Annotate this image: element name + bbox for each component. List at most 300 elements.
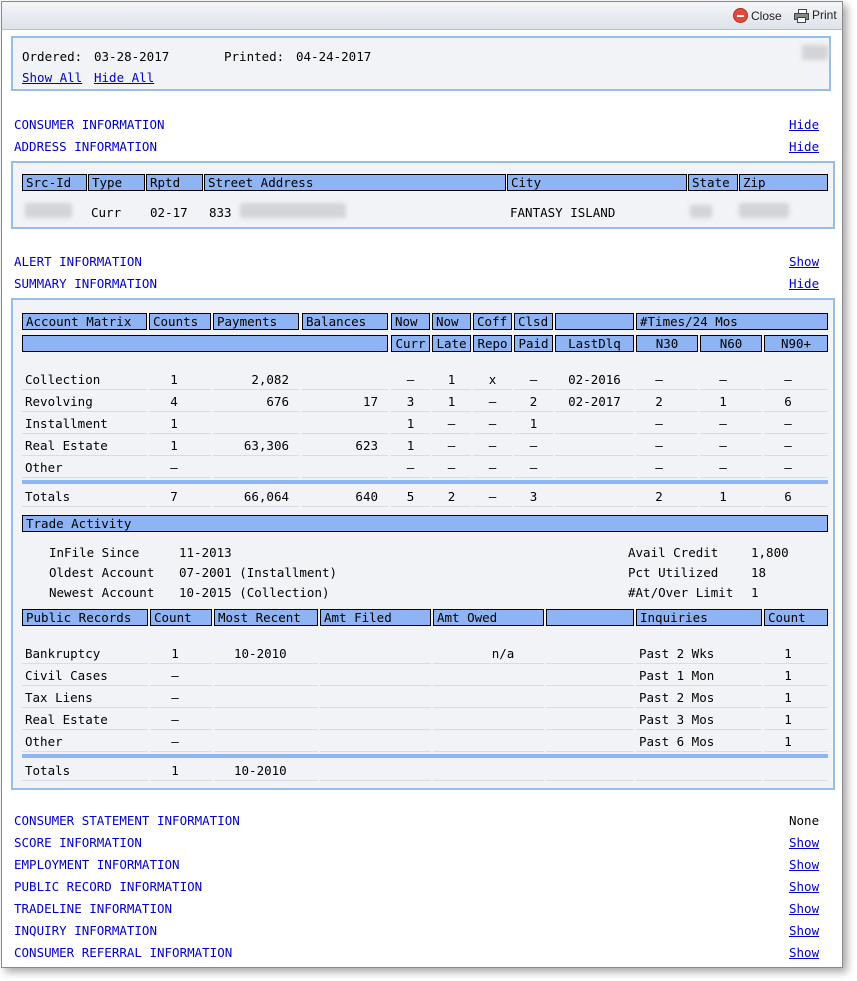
- show-public-record-link[interactable]: Show: [789, 879, 820, 894]
- row-divider: [150, 729, 212, 730]
- header-inquiries: Inquiries: [636, 609, 762, 626]
- row-divider: [700, 433, 762, 434]
- hide-consumer-link[interactable]: Hide: [789, 117, 820, 132]
- row-divider: [214, 751, 318, 752]
- row-divider: [636, 411, 698, 412]
- show-all-link[interactable]: Show All: [22, 70, 83, 85]
- row-divider: [150, 663, 212, 664]
- matrix-cell: 6: [784, 394, 792, 409]
- public-record-cell: Civil Cases: [25, 668, 108, 683]
- row-divider: [433, 685, 544, 686]
- row-divider: [555, 389, 634, 390]
- redacted-src-id: [25, 203, 72, 218]
- row-divider: [149, 455, 211, 456]
- matrix-cell: 1: [170, 438, 178, 453]
- row-divider: [22, 433, 147, 434]
- header-n90: N90+: [764, 335, 828, 352]
- public-record-cell: Tax Liens: [25, 690, 93, 705]
- matrix-cell: 1: [529, 416, 538, 431]
- row-divider: [555, 433, 634, 434]
- public-record-cell: 1: [784, 734, 792, 749]
- public-record-cell: Past 6 Mos: [639, 734, 715, 749]
- row-divider: [22, 685, 148, 686]
- matrix-cell: 1: [406, 416, 415, 431]
- matrix-cell: –: [719, 372, 727, 387]
- address-city: FANTASY ISLAND: [510, 205, 616, 220]
- header-state: State: [688, 174, 738, 191]
- header-paid: Paid: [514, 335, 553, 352]
- show-tradeline-link[interactable]: Show: [789, 901, 820, 916]
- matrix-totals-cell: 2: [655, 489, 663, 504]
- row-divider: [636, 663, 762, 664]
- matrix-cell: –: [529, 460, 538, 475]
- matrix-cell: 1: [447, 394, 456, 409]
- hide-summary-link[interactable]: Hide: [789, 276, 820, 291]
- row-divider: [214, 729, 318, 730]
- at-over-limit-label: #At/Over Limit: [628, 585, 734, 600]
- header-clsd: Clsd: [514, 313, 553, 330]
- row-divider: [514, 455, 553, 456]
- row-divider: [555, 455, 634, 456]
- close-label: Close: [751, 8, 782, 23]
- matrix-cell: –: [719, 438, 727, 453]
- matrix-cell: 1: [447, 372, 456, 387]
- row-divider: [22, 780, 148, 781]
- matrix-cell: 1: [406, 438, 415, 453]
- newest-account-label: Newest Account: [49, 585, 155, 600]
- row-divider: [473, 433, 512, 434]
- matrix-cell: 63,306: [243, 438, 289, 453]
- matrix-cell: –: [488, 416, 497, 431]
- section-alert-information[interactable]: ALERT INFORMATION: [14, 254, 142, 269]
- public-record-cell: –: [171, 668, 179, 683]
- row-divider: [764, 663, 828, 664]
- row-divider: [473, 506, 512, 507]
- row-divider: [636, 477, 698, 478]
- matrix-cell: –: [529, 372, 538, 387]
- matrix-cell: –: [529, 438, 538, 453]
- matrix-cell: –: [784, 460, 792, 475]
- row-divider: [700, 455, 762, 456]
- matrix-cell: 623: [355, 438, 378, 453]
- row-divider: [302, 389, 388, 390]
- row-divider: [433, 780, 544, 781]
- matrix-cell: 3: [406, 394, 415, 409]
- row-divider: [433, 663, 544, 664]
- row-divider: [302, 477, 388, 478]
- hide-all-link[interactable]: Hide All: [94, 70, 155, 85]
- header-amt-filed: Amt Filed: [320, 609, 431, 626]
- header-curr: Curr: [391, 335, 430, 352]
- public-record-cell: Past 3 Mos: [639, 712, 715, 727]
- avail-credit-value: 1,800: [751, 545, 789, 560]
- matrix-cell: Collection: [25, 372, 101, 387]
- matrix-cell: –: [655, 460, 663, 475]
- row-divider: [213, 411, 299, 412]
- row-divider: [22, 477, 147, 478]
- ordered-date: 03-28-2017: [94, 49, 170, 64]
- section-employment-information[interactable]: EMPLOYMENT INFORMATION: [14, 857, 180, 872]
- header-account-matrix: Account Matrix: [22, 313, 147, 330]
- row-divider: [391, 389, 430, 390]
- consumer-statement-none: None: [789, 813, 820, 828]
- header-lastdlq: LastDlq: [555, 335, 634, 352]
- show-employment-link[interactable]: Show: [789, 857, 820, 872]
- matrix-cell: –: [447, 416, 456, 431]
- row-divider: [320, 729, 431, 730]
- matrix-cell: Other: [25, 460, 63, 475]
- row-divider: [214, 685, 318, 686]
- matrix-cell: Real Estate: [25, 438, 108, 453]
- header-most-recent: Most Recent: [214, 609, 318, 626]
- row-divider: [391, 455, 430, 456]
- at-over-limit-value: 1: [751, 585, 759, 600]
- row-divider: [213, 506, 299, 507]
- row-divider: [700, 389, 762, 390]
- row-divider: [150, 707, 212, 708]
- row-divider: [432, 411, 471, 412]
- row-divider: [22, 455, 147, 456]
- section-tradeline-information[interactable]: TRADELINE INFORMATION: [14, 901, 173, 916]
- hide-address-link[interactable]: Hide: [789, 139, 820, 154]
- printed-label: Printed:: [224, 49, 285, 64]
- row-divider: [764, 389, 828, 390]
- row-divider: [391, 477, 430, 478]
- pct-utilized-value: 18: [751, 565, 767, 580]
- row-divider: [432, 477, 471, 478]
- matrix-cell: –: [655, 438, 663, 453]
- row-divider: [764, 685, 828, 686]
- public-record-cell: n/a: [491, 646, 515, 661]
- section-consumer-referral[interactable]: CONSUMER REFERRAL INFORMATION: [14, 945, 233, 960]
- summary-panel: [11, 298, 835, 790]
- row-divider: [22, 751, 148, 752]
- totals-separator: [22, 480, 828, 484]
- row-divider: [433, 751, 544, 752]
- header-rptd: Rptd: [146, 174, 203, 191]
- row-divider: [514, 411, 553, 412]
- header-n60: N60: [700, 335, 762, 352]
- header-now-2: Now: [432, 313, 471, 330]
- row-divider: [764, 729, 828, 730]
- matrix-cell: 676: [266, 394, 289, 409]
- header-street-address: Street Address: [204, 174, 506, 191]
- row-divider: [636, 433, 698, 434]
- matrix-cell: –: [170, 460, 178, 475]
- row-divider: [764, 707, 828, 708]
- row-divider: [473, 455, 512, 456]
- row-divider: [432, 433, 471, 434]
- matrix-cell: –: [488, 438, 497, 453]
- header-row2-blank: [22, 335, 388, 352]
- row-divider: [636, 389, 698, 390]
- row-divider: [514, 477, 553, 478]
- row-divider: [546, 685, 634, 686]
- row-divider: [546, 751, 634, 752]
- matrix-cell: –: [406, 460, 415, 475]
- pct-utilized-label: Pct Utilized: [628, 565, 719, 580]
- row-divider: [149, 411, 211, 412]
- header-zip: Zip: [739, 174, 828, 191]
- header-trade-activity: Trade Activity: [22, 515, 828, 532]
- oldest-account-value: 07-2001 (Installment): [179, 565, 338, 580]
- header-balances: Balances: [302, 313, 388, 330]
- matrix-totals-cell: Totals: [25, 489, 71, 504]
- address-rptd: 02-17: [150, 205, 188, 220]
- matrix-cell: x: [488, 372, 497, 387]
- header-public-records: Public Records: [22, 609, 148, 626]
- matrix-totals-cell: 3: [529, 489, 538, 504]
- row-divider: [700, 477, 762, 478]
- row-divider: [391, 433, 430, 434]
- public-record-cell: Real Estate: [25, 712, 108, 727]
- section-consumer-statement[interactable]: CONSUMER STATEMENT INFORMATION: [14, 813, 240, 828]
- row-divider: [149, 477, 211, 478]
- redacted-zip: [739, 203, 789, 218]
- newest-account-value: 10-2015 (Collection): [179, 585, 330, 600]
- row-divider: [150, 780, 212, 781]
- row-divider: [214, 663, 318, 664]
- header-pr-blank: [546, 609, 634, 626]
- row-divider: [302, 455, 388, 456]
- row-divider: [302, 506, 388, 507]
- row-divider: [22, 506, 147, 507]
- row-divider: [213, 389, 299, 390]
- row-divider: [636, 506, 698, 507]
- public-record-cell: 10-2010: [234, 646, 287, 661]
- header-amt-owed: Amt Owed: [433, 609, 544, 626]
- oldest-account-label: Oldest Account: [49, 565, 155, 580]
- row-divider: [22, 707, 148, 708]
- header-n30: N30: [636, 335, 698, 352]
- close-icon: [733, 8, 748, 23]
- header-payments: Payments: [213, 313, 299, 330]
- matrix-cell: –: [719, 460, 727, 475]
- public-totals-cell: 1: [171, 763, 179, 778]
- row-divider: [320, 663, 431, 664]
- row-divider: [432, 506, 471, 507]
- row-divider: [22, 389, 147, 390]
- matrix-cell: 17: [362, 394, 378, 409]
- matrix-cell: Installment: [25, 416, 108, 431]
- public-record-cell: Bankruptcy: [25, 646, 101, 661]
- row-divider: [764, 780, 828, 781]
- print-label: Print: [812, 8, 837, 22]
- row-divider: [546, 707, 634, 708]
- public-record-cell: 1: [171, 646, 179, 661]
- row-divider: [636, 751, 762, 752]
- printer-icon: [794, 9, 809, 22]
- show-alert-link[interactable]: Show: [789, 254, 820, 269]
- row-divider: [473, 389, 512, 390]
- matrix-cell: –: [447, 438, 456, 453]
- row-divider: [432, 455, 471, 456]
- row-divider: [473, 477, 512, 478]
- public-record-cell: Past 2 Wks: [639, 646, 715, 661]
- matrix-cell: 2: [529, 394, 538, 409]
- section-public-record-information[interactable]: PUBLIC RECORD INFORMATION: [14, 879, 203, 894]
- row-divider: [764, 433, 828, 434]
- row-divider: [546, 663, 634, 664]
- matrix-cell: 1: [170, 416, 178, 431]
- redacted-state: [690, 205, 712, 218]
- redacted-id: [802, 45, 828, 60]
- matrix-totals-cell: 66,064: [243, 489, 289, 504]
- row-divider: [150, 751, 212, 752]
- row-divider: [213, 477, 299, 478]
- matrix-cell: –: [784, 416, 792, 431]
- row-divider: [546, 729, 634, 730]
- public-record-cell: 1: [784, 690, 792, 705]
- row-divider: [302, 411, 388, 412]
- matrix-cell: –: [655, 416, 663, 431]
- public-record-cell: –: [171, 712, 179, 727]
- section-consumer-information[interactable]: CONSUMER INFORMATION: [14, 117, 165, 132]
- row-divider: [636, 729, 762, 730]
- row-divider: [320, 751, 431, 752]
- row-divider: [213, 433, 299, 434]
- public-record-cell: 1: [784, 668, 792, 683]
- public-record-cell: –: [171, 690, 179, 705]
- header-pr-count: Count: [150, 609, 212, 626]
- header-times-24-mos: #Times/24 Mos: [636, 313, 828, 330]
- header-now-1: Now: [391, 313, 430, 330]
- matrix-cell: –: [784, 372, 792, 387]
- matrix-totals-cell: 6: [784, 489, 792, 504]
- public-record-cell: 1: [784, 646, 792, 661]
- section-address-information[interactable]: ADDRESS INFORMATION: [14, 139, 157, 154]
- order-panel: [11, 36, 831, 91]
- row-divider: [150, 685, 212, 686]
- row-divider: [213, 455, 299, 456]
- show-consumer-referral-link[interactable]: Show: [789, 945, 820, 960]
- row-divider: [22, 663, 148, 664]
- public-record-cell: Past 1 Mon: [639, 668, 715, 683]
- row-divider: [764, 477, 828, 478]
- matrix-cell: –: [719, 416, 727, 431]
- row-divider: [391, 411, 430, 412]
- header-city: City: [507, 174, 687, 191]
- matrix-cell: Revolving: [25, 394, 93, 409]
- row-divider: [473, 411, 512, 412]
- print-button[interactable]: [794, 8, 837, 22]
- section-score-information[interactable]: SCORE INFORMATION: [14, 835, 142, 850]
- matrix-cell: –: [784, 438, 792, 453]
- matrix-cell: –: [655, 372, 663, 387]
- matrix-cell: 02-2016: [568, 372, 621, 387]
- row-divider: [391, 506, 430, 507]
- show-score-link[interactable]: Show: [789, 835, 820, 850]
- matrix-totals-cell: 640: [355, 489, 378, 504]
- row-divider: [214, 780, 318, 781]
- row-divider: [320, 780, 431, 781]
- row-divider: [555, 477, 634, 478]
- row-divider: [22, 411, 147, 412]
- section-summary-information[interactable]: SUMMARY INFORMATION: [14, 276, 157, 291]
- matrix-cell: 2,082: [251, 372, 289, 387]
- row-divider: [320, 707, 431, 708]
- toolbar: [2, 2, 842, 30]
- matrix-cell: –: [406, 372, 415, 387]
- row-divider: [700, 411, 762, 412]
- row-divider: [432, 389, 471, 390]
- row-divider: [514, 506, 553, 507]
- public-record-cell: Past 2 Mos: [639, 690, 715, 705]
- close-button[interactable]: [733, 8, 782, 23]
- matrix-cell: 1: [170, 372, 178, 387]
- street-number: 833: [209, 205, 232, 220]
- header-type: Type: [88, 174, 145, 191]
- header-coff: Coff: [473, 313, 512, 330]
- header-inq-count: Count: [764, 609, 828, 626]
- public-record-cell: 1: [784, 712, 792, 727]
- header-src-id: Src-Id: [22, 174, 87, 191]
- row-divider: [433, 707, 544, 708]
- matrix-totals-cell: 7: [170, 489, 178, 504]
- row-divider: [764, 751, 828, 752]
- ordered-label: Ordered:: [22, 49, 83, 64]
- row-divider: [555, 411, 634, 412]
- address-panel: [11, 161, 835, 229]
- row-divider: [302, 433, 388, 434]
- public-record-cell: Other: [25, 734, 63, 749]
- matrix-cell: –: [488, 460, 497, 475]
- row-divider: [764, 455, 828, 456]
- row-divider: [514, 433, 553, 434]
- row-divider: [636, 780, 762, 781]
- public-totals-separator: [22, 754, 828, 758]
- row-divider: [764, 506, 828, 507]
- address-type: Curr: [91, 205, 122, 220]
- section-inquiry-information[interactable]: INQUIRY INFORMATION: [14, 923, 157, 938]
- show-inquiry-link[interactable]: Show: [789, 923, 820, 938]
- avail-credit-label: Avail Credit: [628, 545, 719, 560]
- header-late: Late: [432, 335, 471, 352]
- row-divider: [764, 411, 828, 412]
- header-blank: [555, 313, 634, 330]
- row-divider: [700, 506, 762, 507]
- row-divider: [555, 506, 634, 507]
- matrix-cell: 2: [655, 394, 663, 409]
- row-divider: [214, 707, 318, 708]
- public-totals-cell: Totals: [25, 763, 71, 778]
- row-divider: [320, 685, 431, 686]
- printed-date: 04-24-2017: [296, 49, 372, 64]
- row-divider: [149, 389, 211, 390]
- matrix-cell: 4: [170, 394, 178, 409]
- header-repo: Repo: [473, 335, 512, 352]
- row-divider: [636, 455, 698, 456]
- report-window: [1, 1, 843, 968]
- row-divider: [433, 729, 544, 730]
- matrix-cell: 02-2017: [568, 394, 621, 409]
- public-totals-cell: 10-2010: [234, 763, 287, 778]
- matrix-totals-cell: 5: [406, 489, 415, 504]
- matrix-cell: 1: [719, 394, 727, 409]
- row-divider: [22, 729, 148, 730]
- matrix-cell: –: [488, 394, 497, 409]
- matrix-totals-cell: –: [488, 489, 497, 504]
- redacted-street: [240, 203, 346, 218]
- row-divider: [149, 506, 211, 507]
- row-divider: [636, 685, 762, 686]
- matrix-totals-cell: 2: [447, 489, 456, 504]
- matrix-totals-cell: 1: [719, 489, 727, 504]
- matrix-cell: –: [447, 460, 456, 475]
- row-divider: [149, 433, 211, 434]
- infile-since-value: 11-2013: [179, 545, 232, 560]
- row-divider: [514, 389, 553, 390]
